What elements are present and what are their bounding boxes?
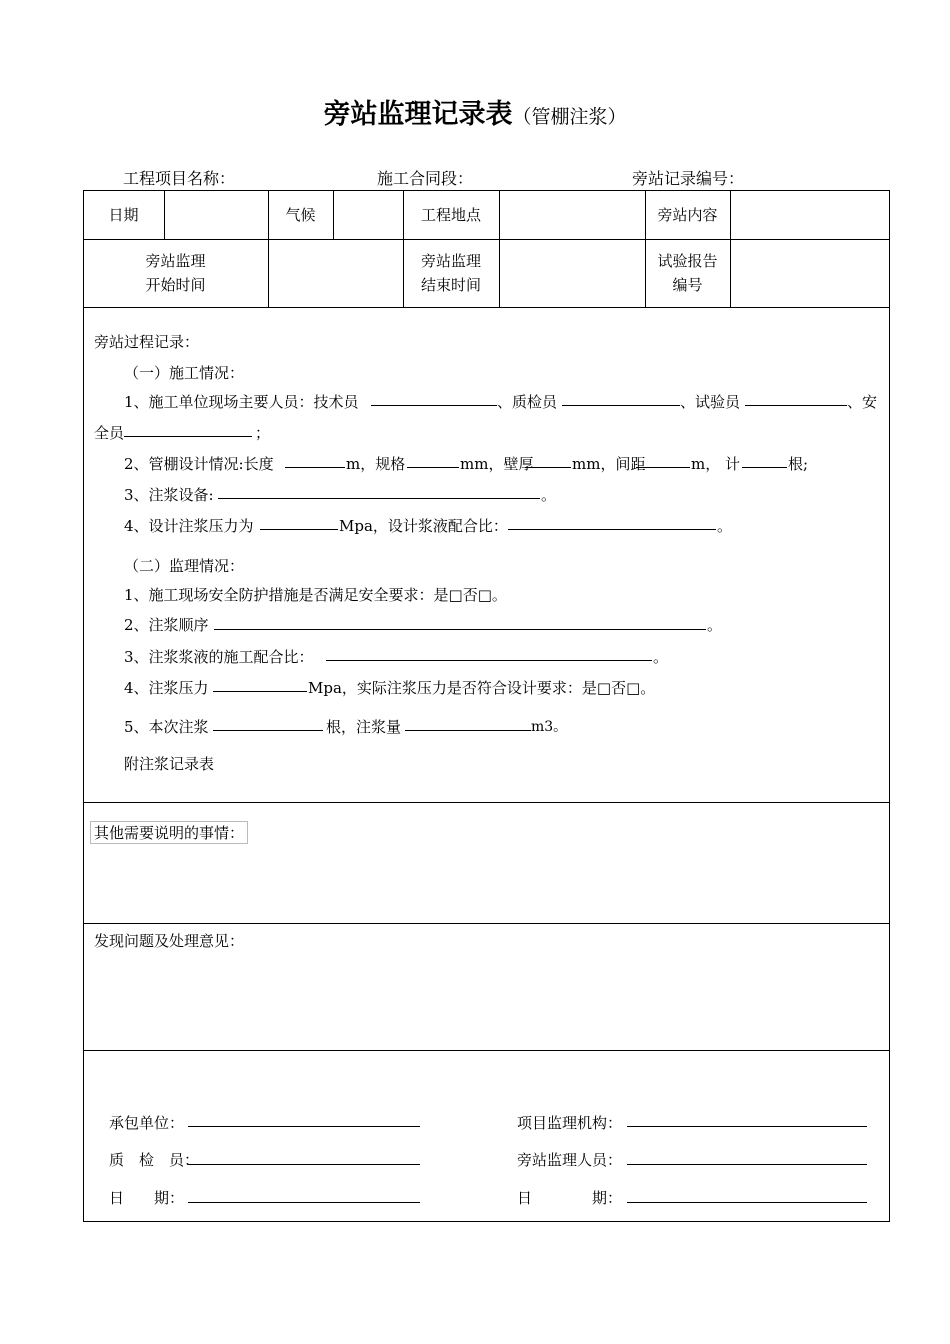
thickness-blank[interactable]: [525, 467, 571, 468]
safety-staff-label-part2: 全员: [94, 424, 125, 442]
problems-label: 发现问题及处理意见：: [94, 932, 245, 950]
divider: [83, 923, 890, 924]
personnel-label: 1、施工单位现场主要人员：技术员: [124, 393, 359, 411]
project-name-label: 工程项目名称：: [123, 169, 236, 188]
end-time-value[interactable]: [499, 239, 645, 307]
date-left-line[interactable]: [188, 1202, 420, 1203]
safety-staff-blank[interactable]: [124, 436, 252, 437]
date-right-line[interactable]: [627, 1202, 867, 1203]
period: 。: [707, 616, 723, 634]
grout-pressure-blank[interactable]: [213, 691, 307, 692]
report-no-label-line1: 试验报告: [657, 252, 718, 270]
divider: [83, 802, 890, 803]
count-blank[interactable]: [742, 467, 787, 468]
attachment-note: 附注浆记录表: [124, 755, 215, 773]
contract-section-label: 施工合同段：: [377, 169, 474, 188]
end-time-label: [403, 239, 499, 307]
semicolon: ；: [255, 424, 271, 442]
location-label: 工程地点: [420, 205, 481, 224]
spacing-unit: m，: [691, 455, 721, 473]
equipment-label: 3、注浆设备:: [124, 486, 214, 504]
design-pressure-blank[interactable]: [260, 529, 338, 530]
section-supervision: （二）监理情况：: [124, 557, 245, 575]
grouting-order-label: 2、注浆顺序: [124, 616, 209, 634]
grouting-order-blank[interactable]: [214, 629, 706, 630]
volume-unit: m3。: [531, 719, 568, 735]
mix-ratio-blank[interactable]: [508, 529, 716, 530]
test-staff-blank[interactable]: [745, 405, 847, 406]
title-main: 旁站监理记录表: [323, 99, 513, 130]
contractor-signature-line[interactable]: [188, 1126, 420, 1127]
supervisor-signature-line[interactable]: [627, 1164, 867, 1165]
qc-staff-label: 、质检员: [497, 393, 558, 411]
title-sub: （管棚注浆）: [512, 106, 627, 128]
qc-staff-blank[interactable]: [562, 405, 680, 406]
qc-inspector-label: 质 检 员：: [109, 1151, 200, 1169]
contractor-label: 承包单位：: [109, 1114, 185, 1132]
count-unit: 根;: [788, 455, 809, 473]
end-time-label-line1: 旁站监理: [420, 252, 481, 270]
test-staff-label: 、试验员: [680, 393, 741, 411]
date-label: 日期: [108, 205, 139, 224]
grout-pressure-label: 4、注浆压力: [124, 679, 209, 697]
date-value[interactable]: [164, 190, 268, 239]
supervision-org-signature-line[interactable]: [627, 1126, 867, 1127]
start-time-value[interactable]: [268, 239, 403, 307]
period: 。: [717, 517, 733, 535]
weather-value[interactable]: [333, 190, 403, 239]
form-border: [83, 190, 890, 1222]
spacing-label: mm，间距: [572, 455, 646, 473]
date-left-label: 日 期：: [109, 1189, 185, 1207]
report-no-label-line2: 编号: [672, 276, 703, 294]
period: 。: [653, 648, 669, 666]
design-length-label: 2、管棚设计情况:长度: [124, 455, 274, 473]
end-time-label-line2: 结束时间: [420, 276, 481, 294]
grouted-count-blank[interactable]: [213, 730, 323, 731]
content-label: 旁站内容: [657, 205, 718, 224]
qc-inspector-signature-line[interactable]: [188, 1164, 420, 1165]
start-time-label-line1: 旁站监理: [145, 252, 206, 270]
grout-volume-blank[interactable]: [405, 730, 531, 731]
supervision-org-label: 项目监理机构：: [517, 1114, 623, 1132]
date-right-label: 日 期：: [517, 1189, 623, 1207]
mix-ratio-label: Mpa，设计浆液配合比：: [339, 517, 508, 535]
other-notes-label: 其他需要说明的事情：: [90, 821, 248, 844]
report-no-label: [645, 239, 730, 307]
start-time-label-line2: 开始时间: [145, 276, 206, 294]
length-blank[interactable]: [285, 467, 345, 468]
divider: [83, 307, 890, 308]
pressure-compliance-label: Mpa，实际注浆压力是否符合设计要求：是□否□。: [308, 679, 656, 697]
divider: [83, 1050, 890, 1051]
spec-blank[interactable]: [407, 467, 459, 468]
record-no-label: 旁站记录编号：: [632, 169, 745, 188]
safety-staff-label-part1: 、安: [847, 393, 878, 411]
actual-mix-blank[interactable]: [326, 660, 652, 661]
report-no-value[interactable]: [730, 239, 890, 307]
actual-mix-label: 3、注浆浆液的施工配合比：: [124, 648, 314, 666]
start-time-label: [83, 239, 268, 307]
page-title: [0, 92, 950, 131]
spacing-blank[interactable]: [636, 467, 690, 468]
supervisor-label: 旁站监理人员：: [517, 1151, 623, 1169]
count-label: 计: [725, 455, 741, 473]
equipment-blank[interactable]: [218, 498, 540, 499]
grout-volume-label: 根，注浆量: [326, 718, 402, 736]
grouted-count-label: 5、本次注浆: [124, 718, 209, 736]
period: 。: [541, 486, 557, 504]
thickness-label: mm，壁厚: [460, 455, 534, 473]
section-construction: （一）施工情况：: [124, 364, 245, 382]
process-heading: 旁站过程记录：: [94, 333, 200, 351]
weather-label: 气候: [285, 205, 316, 224]
spec-label: m，规格: [346, 455, 406, 473]
tech-staff-blank[interactable]: [371, 405, 497, 406]
design-pressure-label: 4、设计注浆压力为: [124, 517, 254, 535]
safety-check-line: 1、施工现场安全防护措施是否满足安全要求：是□否□。: [124, 586, 507, 604]
location-value[interactable]: [499, 190, 645, 239]
content-value[interactable]: [730, 190, 890, 239]
